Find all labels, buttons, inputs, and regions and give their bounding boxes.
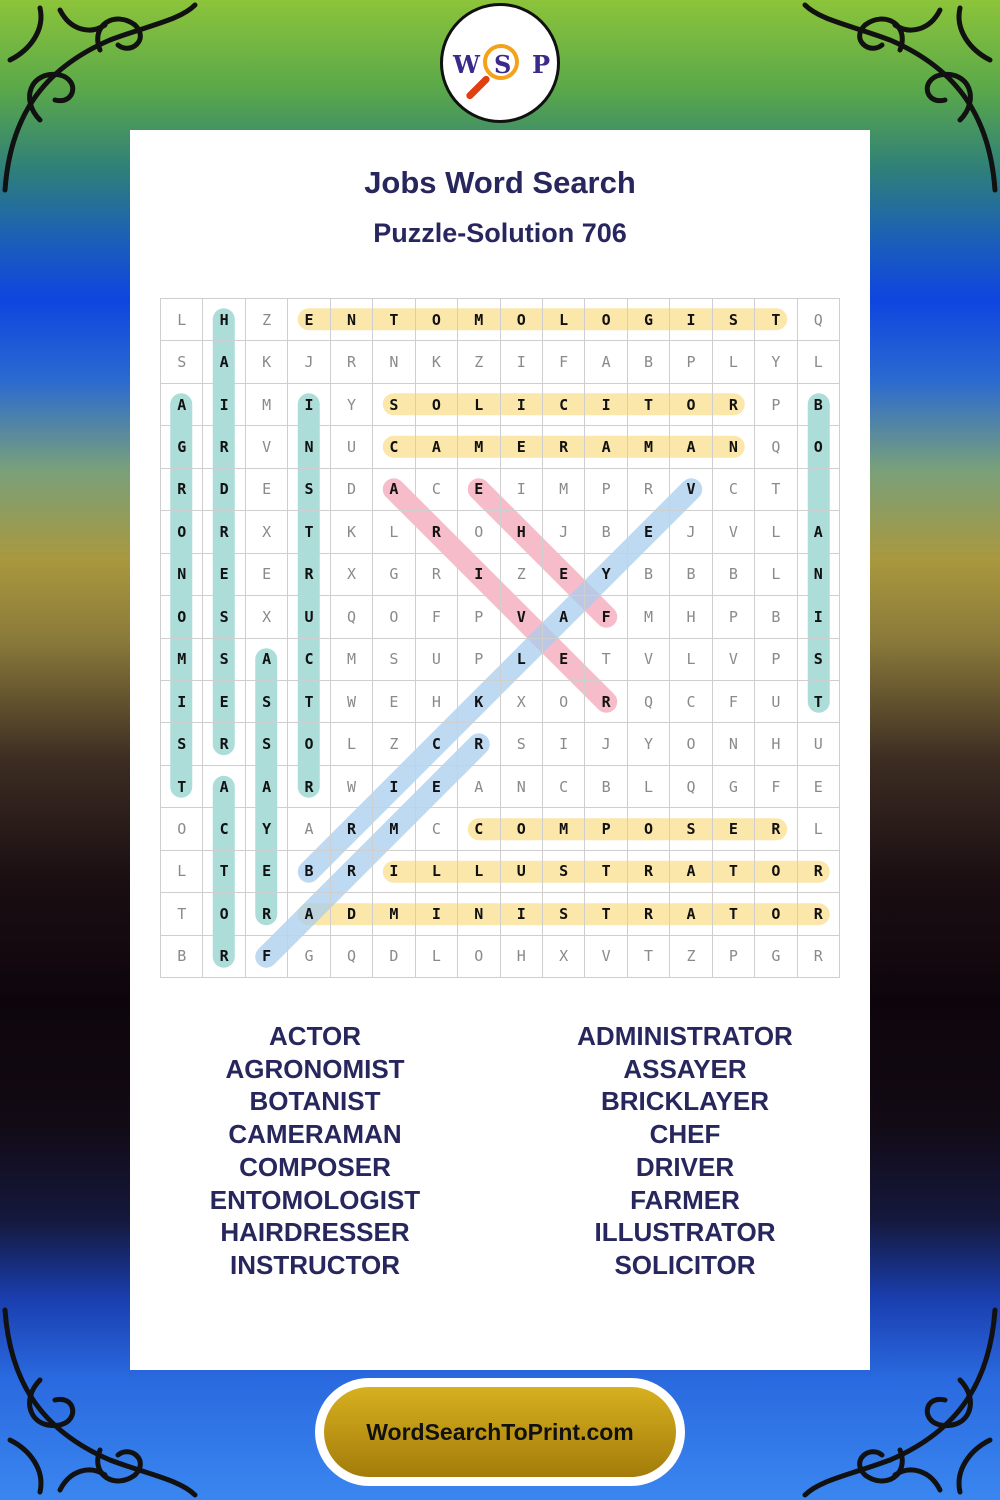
grid-cell: W [331,681,373,723]
word-list-item: SOLICITOR [614,1249,756,1280]
grid-cell: Q [331,936,373,978]
grid-cell: I [501,384,543,426]
grid-cell: H [755,723,797,765]
grid-cell: A [458,766,500,808]
grid-cell: T [373,299,415,341]
grid-cell: N [501,766,543,808]
grid-cell: A [203,766,245,808]
grid-cell: A [585,426,627,468]
grid-cell: P [458,596,500,638]
grid-cell: T [755,299,797,341]
grid-cell: I [373,851,415,893]
grid-cell: L [373,511,415,553]
grid-cell: Y [246,808,288,850]
wsp-logo [440,3,560,123]
grid-cell: L [331,723,373,765]
grid-cell: S [798,639,840,681]
grid-cell: R [416,511,458,553]
grid-cell: S [670,808,712,850]
grid-cell: L [458,851,500,893]
grid-cell: R [331,341,373,383]
grid-cell: O [373,596,415,638]
grid-cell: F [416,596,458,638]
grid-cell: U [798,723,840,765]
grid-cell: C [713,469,755,511]
grid-cell: D [331,469,373,511]
word-list-item: HAIRDRESSER [220,1217,410,1248]
word-list-item: INSTRUCTOR [230,1249,400,1280]
grid-cell: I [203,384,245,426]
grid-cell: T [161,893,203,935]
word-search-grid [160,298,840,978]
grid-cell: L [416,851,458,893]
grid-cell: C [373,426,415,468]
word-list-item: ACTOR [269,1021,361,1051]
grid-cell: X [246,596,288,638]
grid-cell: O [501,808,543,850]
grid-cell: Z [670,936,712,978]
grid-cell: D [203,469,245,511]
grid-cell: G [628,299,670,341]
grid-cell: L [755,511,797,553]
grid-cell: B [161,936,203,978]
grid-cell: T [585,851,627,893]
grid-cell: K [331,511,373,553]
grid-cell: R [628,893,670,935]
grid-cell: G [755,936,797,978]
grid-cell: P [670,341,712,383]
grid-cell: I [161,681,203,723]
grid-cell: A [670,893,712,935]
grid-cell: I [373,766,415,808]
word-list-left [130,1020,500,1282]
grid-cell: O [458,936,500,978]
grid-cell: O [585,299,627,341]
grid-cell: R [755,808,797,850]
grid-cell: J [543,511,585,553]
grid-cell: T [203,851,245,893]
grid-cell: A [416,426,458,468]
site-footer [315,1378,685,1486]
grid-cell: L [458,384,500,426]
grid-cell: I [501,469,543,511]
grid-cell: N [458,893,500,935]
grid-cell: S [543,851,585,893]
grid-cell: A [288,808,330,850]
grid-cell: Q [670,766,712,808]
grid-cell: O [458,511,500,553]
grid-cell: H [203,299,245,341]
grid-cell: E [416,766,458,808]
grid-cell: E [203,681,245,723]
grid-cell: O [161,511,203,553]
grid-cell: C [203,808,245,850]
grid-cell: L [161,851,203,893]
grid-cell: A [246,766,288,808]
grid-cell: Y [585,554,627,596]
grid-cell: C [416,723,458,765]
grid-cell: R [543,426,585,468]
grid-cell: Q [798,299,840,341]
grid-cell: C [288,639,330,681]
grid-cell: N [713,426,755,468]
grid-cell: Y [331,384,373,426]
grid-cell: V [713,639,755,681]
grid-cell: O [501,299,543,341]
grid-cell: P [585,469,627,511]
grid-cell: C [670,681,712,723]
grid-cell: Z [458,341,500,383]
puzzle-card [130,130,870,1370]
grid-cell: R [246,893,288,935]
grid-cell: P [458,639,500,681]
grid-cell: E [246,851,288,893]
grid-cell: S [373,384,415,426]
grid-cell: U [331,426,373,468]
grid-cell: I [543,723,585,765]
grid-cell [798,469,840,511]
grid-cell: R [798,851,840,893]
grid-cell: I [501,893,543,935]
grid-cell: I [288,384,330,426]
grid-cell: T [585,893,627,935]
grid-cell: B [585,511,627,553]
grid-cell: U [755,681,797,723]
grid-cell: O [755,893,797,935]
grid-cell: T [798,681,840,723]
grid-cell: L [713,341,755,383]
grid-cell: X [246,511,288,553]
word-list-item: ENTOMOLOGIST [209,1184,421,1215]
grid-cell: B [798,384,840,426]
grid-cell: P [585,808,627,850]
grid-cell: C [416,469,458,511]
grid-cell: O [288,723,330,765]
grid-cell: R [798,936,840,978]
grid-cell: E [246,469,288,511]
grid-cell: E [501,426,543,468]
grid-cell: H [670,596,712,638]
grid-cell: I [798,596,840,638]
grid-cell: Y [628,723,670,765]
grid-cell: S [288,469,330,511]
grid-cell: L [161,299,203,341]
grid-cell: M [458,299,500,341]
grid-cell: O [670,384,712,426]
grid-cell: O [416,299,458,341]
grid-cell: S [543,893,585,935]
grid-cell: Y [755,341,797,383]
site-link-button[interactable]: WordSearchToPrint.com [324,1387,676,1477]
grid-cell: S [713,299,755,341]
grid-cell: L [755,554,797,596]
grid-cell: L [543,299,585,341]
grid-cell: E [628,511,670,553]
grid-cell: P [713,596,755,638]
grid-cell: R [628,469,670,511]
grid-cell: T [628,384,670,426]
grid-cell: R [203,723,245,765]
page-subtitle: Puzzle-Solution 706 [373,218,627,248]
grid-cell: I [458,554,500,596]
grid-cell: C [458,808,500,850]
grid-cell: V [628,639,670,681]
grid-cell: H [501,936,543,978]
grid-cell: W [331,766,373,808]
grid-cell: M [458,426,500,468]
grid-cell: K [458,681,500,723]
grid-cell: S [161,341,203,383]
grid-cell: M [543,469,585,511]
grid-cell: R [331,851,373,893]
grid-cell: L [798,341,840,383]
word-list-item: DRIVER [635,1151,735,1182]
grid-cell: T [713,851,755,893]
grid-cell: F [246,936,288,978]
grid-cell: R [458,723,500,765]
grid-cell: U [501,851,543,893]
grid-cell: R [585,681,627,723]
grid-cell: O [628,808,670,850]
letter-grid [160,298,840,978]
grid-cell: M [331,639,373,681]
grid-cell: A [543,596,585,638]
grid-cell: F [585,596,627,638]
grid-cell: R [203,511,245,553]
grid-cell: O [161,596,203,638]
grid-cell: I [670,299,712,341]
grid-cell: F [755,766,797,808]
grid-cell: T [755,469,797,511]
grid-cell: M [543,808,585,850]
grid-cell: G [713,766,755,808]
grid-cell: L [628,766,670,808]
grid-cell: T [288,681,330,723]
grid-cell: E [288,299,330,341]
grid-cell: M [161,639,203,681]
grid-cell: V [585,936,627,978]
grid-cell: L [670,639,712,681]
grid-cell: N [288,426,330,468]
grid-cell: Q [628,681,670,723]
grid-cell: X [501,681,543,723]
grid-cell: B [585,766,627,808]
grid-cell: O [416,384,458,426]
grid-cell: R [161,469,203,511]
grid-cell: E [373,681,415,723]
grid-cell: J [288,341,330,383]
grid-cell: O [203,893,245,935]
grid-cell: R [798,893,840,935]
grid-cell: H [501,511,543,553]
grid-cell: X [331,554,373,596]
word-list-item: BRICKLAYER [600,1086,770,1117]
grid-cell: Z [246,299,288,341]
grid-cell: E [543,639,585,681]
grid-cell: J [670,511,712,553]
word-list-right [500,1020,870,1282]
grid-cell: Q [331,596,373,638]
grid-cell: R [713,384,755,426]
grid-cell: M [246,384,288,426]
grid-cell: M [373,893,415,935]
grid-cell: M [628,426,670,468]
word-list-item: ADMINISTRATOR [577,1021,793,1051]
grid-cell: U [416,639,458,681]
grid-cell: H [416,681,458,723]
grid-cell: M [373,808,415,850]
grid-cell: R [288,766,330,808]
grid-cell: O [543,681,585,723]
grid-cell: V [713,511,755,553]
logo-letter-w: W [453,50,480,79]
grid-cell: E [458,469,500,511]
grid-cell: D [331,893,373,935]
grid-cell: Z [501,554,543,596]
grid-cell: K [416,341,458,383]
grid-cell: S [161,723,203,765]
grid-cell: C [543,766,585,808]
grid-cell: U [288,596,330,638]
grid-cell: E [246,554,288,596]
word-list-item: CHEF [649,1119,721,1150]
grid-cell: K [246,341,288,383]
grid-cell: A [288,893,330,935]
grid-cell: S [373,639,415,681]
grid-cell: R [288,554,330,596]
grid-cell: L [416,936,458,978]
grid-cell: F [713,681,755,723]
grid-cell: S [246,723,288,765]
grid-cell: L [501,639,543,681]
grid-cell: L [798,808,840,850]
grid-cell: T [628,936,670,978]
grid-cell: J [585,723,627,765]
grid-cell: C [416,808,458,850]
grid-cell: P [713,936,755,978]
grid-cell: T [161,766,203,808]
word-list-item: COMPOSER [239,1151,391,1182]
grid-cell: C [543,384,585,426]
grid-cell: B [628,341,670,383]
grid-cell: B [628,554,670,596]
grid-cell: A [670,851,712,893]
grid-cell: B [755,596,797,638]
word-list-item: ILLUSTRATOR [594,1217,776,1248]
grid-cell: O [161,808,203,850]
grid-cell: X [543,936,585,978]
grid-cell: E [798,766,840,808]
grid-cell: A [585,341,627,383]
grid-cell: I [585,384,627,426]
grid-cell: P [755,639,797,681]
grid-cell: M [628,596,670,638]
grid-cell: I [501,341,543,383]
grid-cell: N [798,554,840,596]
word-list-item: ASSAYER [623,1053,747,1084]
grid-cell: B [288,851,330,893]
grid-cell: B [670,554,712,596]
grid-cell: D [373,936,415,978]
grid-cell: G [373,554,415,596]
grid-cell: E [713,808,755,850]
grid-cell: O [670,723,712,765]
grid-cell: R [628,851,670,893]
grid-cell: O [798,426,840,468]
grid-cell: F [543,341,585,383]
grid-cell: P [755,384,797,426]
grid-cell: I [416,893,458,935]
grid-cell: T [288,511,330,553]
grid-cell: A [670,426,712,468]
grid-cell: O [755,851,797,893]
grid-cell: N [161,554,203,596]
grid-cell: Z [373,723,415,765]
grid-cell: V [246,426,288,468]
word-list-item: AGRONOMIST [225,1053,405,1084]
grid-cell: E [203,554,245,596]
grid-cell: G [288,936,330,978]
grid-cell: V [501,596,543,638]
grid-cell: E [543,554,585,596]
grid-cell: A [373,469,415,511]
grid-cell: Q [755,426,797,468]
logo-letter-p: P [532,50,551,79]
logo-letter-s: S [494,50,512,79]
grid-cell: N [373,341,415,383]
grid-cell: T [585,639,627,681]
page-title: Jobs Word Search [364,165,636,200]
grid-cell: N [331,299,373,341]
grid-cell: S [203,596,245,638]
grid-cell: R [416,554,458,596]
grid-cell: V [670,469,712,511]
grid-cell: A [246,639,288,681]
grid-cell: R [203,426,245,468]
grid-cell: N [713,723,755,765]
word-list-item: FARMER [630,1184,740,1215]
grid-cell: A [798,511,840,553]
grid-cell: T [713,893,755,935]
grid-cell: R [331,808,373,850]
word-list-item: CAMERAMAN [228,1119,402,1150]
grid-cell: S [246,681,288,723]
grid-cell: B [713,554,755,596]
grid-cell: A [203,341,245,383]
grid-cell: A [161,384,203,426]
grid-cell: S [203,639,245,681]
grid-cell: G [161,426,203,468]
grid-cell: S [501,723,543,765]
word-list-item: BOTANIST [249,1086,381,1117]
grid-cell: R [203,936,245,978]
